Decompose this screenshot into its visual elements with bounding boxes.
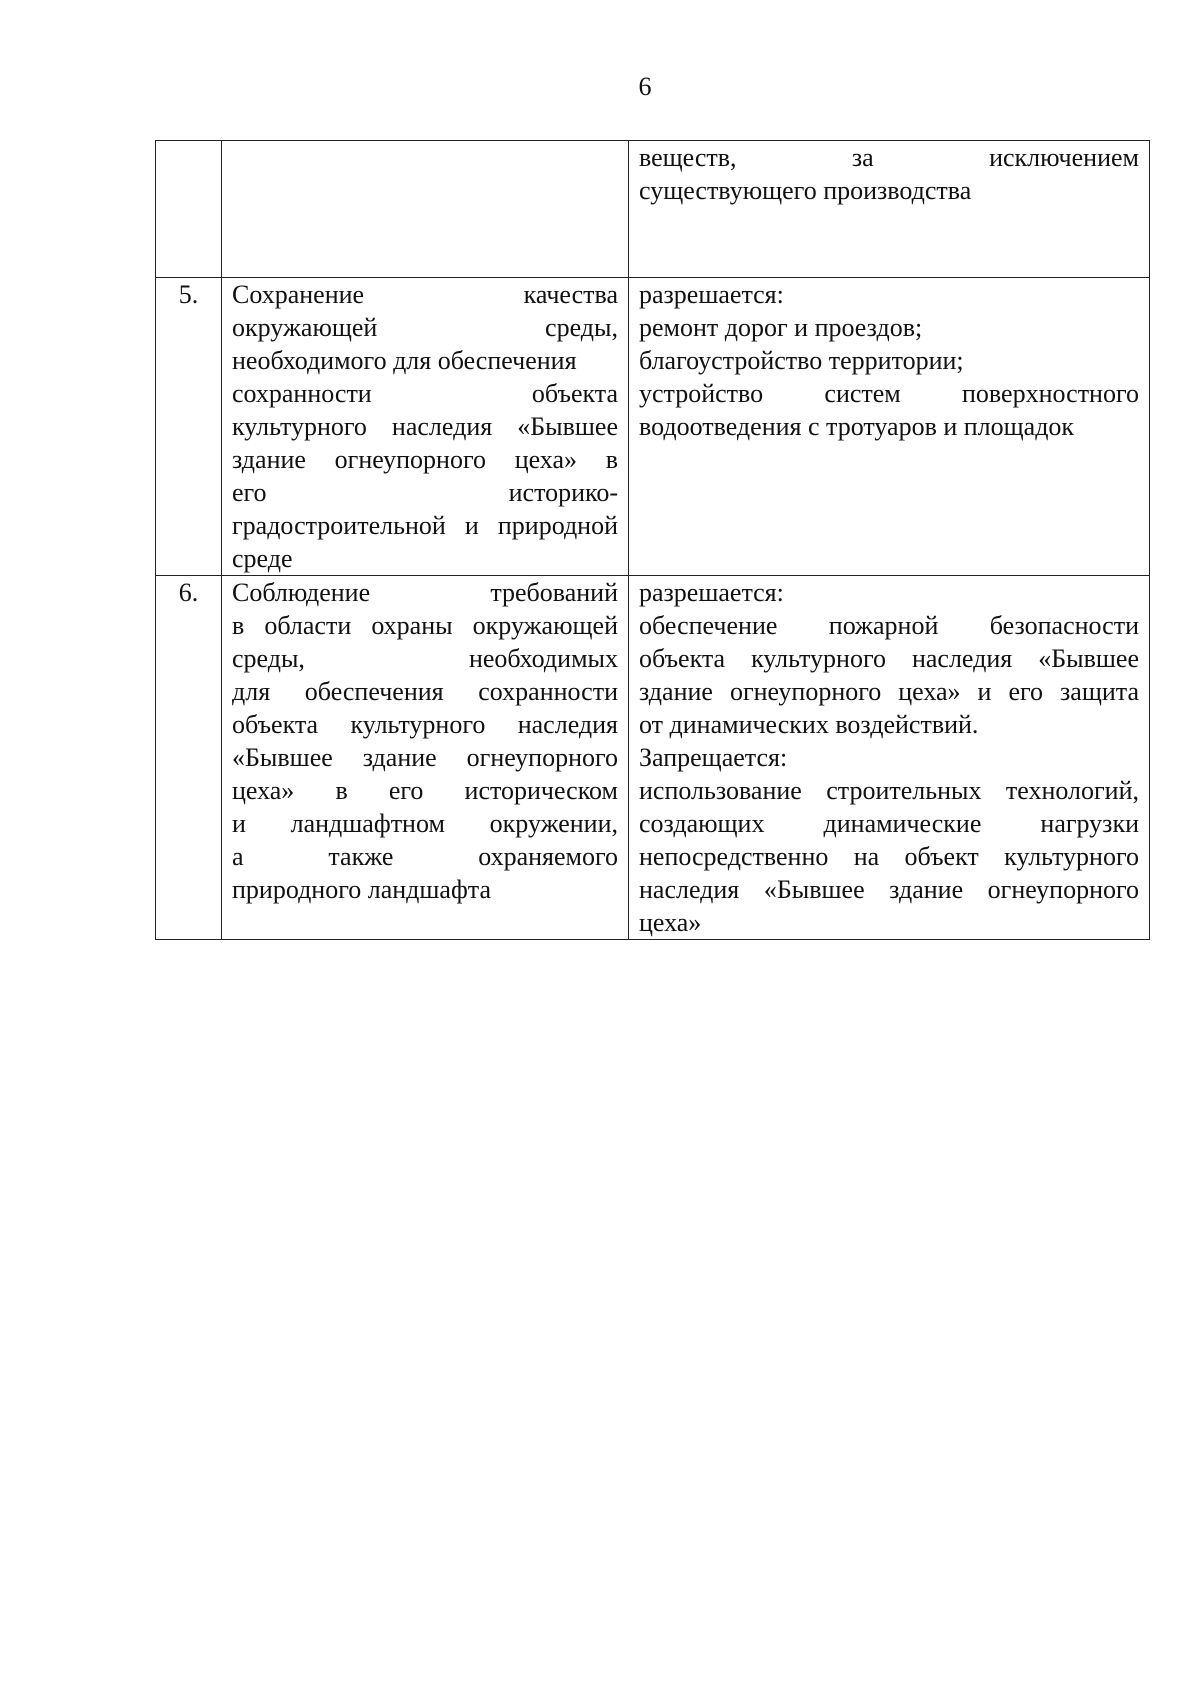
- regulation-line: использование строительных технологий,: [639, 776, 1139, 805]
- requirement-line: объекта культурного наследия: [232, 710, 618, 739]
- table-row-continuation: [156, 141, 1150, 278]
- requirement-line: среды, необходимых: [232, 644, 618, 673]
- table-row-6: [156, 576, 1150, 940]
- regulation-line: обеспечение пожарной безопасности: [639, 611, 1139, 640]
- requirement-line: среде: [232, 544, 293, 573]
- regulation-line: веществ, за исключением: [639, 143, 1139, 172]
- row-number-cell: 6.: [156, 576, 222, 940]
- row-number-cell: [156, 141, 222, 278]
- regulation-line: Запрещается:: [639, 743, 788, 772]
- regulation-line: здание огнеупорного цеха» и его защита: [639, 677, 1139, 706]
- regulation-line: ремонт дорог и проездов;: [639, 313, 923, 342]
- regulation-cell: [629, 576, 1150, 940]
- requirement-line: а также охраняемого: [232, 842, 618, 871]
- requirement-line: Соблюдение требований: [232, 578, 618, 607]
- regulation-line: объекта культурного наследия «Бывшее: [639, 644, 1139, 673]
- regulation-line: цеха»: [639, 908, 702, 937]
- requirement-line: в области охраны окружающей: [232, 611, 618, 640]
- regulation-line: непосредственно на объект культурного: [639, 842, 1139, 871]
- requirement-line: и ландшафтном окружении,: [232, 809, 618, 838]
- regulation-line: наследия «Бывшее здание огнеупорного: [639, 875, 1139, 904]
- regulation-line: разрешается:: [639, 280, 784, 309]
- requirement-line: градостроительной и природной: [232, 511, 618, 540]
- regulation-cell: [629, 141, 1150, 278]
- requirement-line: сохранности объекта: [232, 379, 618, 408]
- regulation-line: устройство систем поверхностного: [639, 379, 1139, 408]
- regulation-line: благоустройство территории;: [639, 346, 964, 375]
- requirement-line: окружающей среды,: [232, 313, 618, 342]
- regulation-cell: [629, 278, 1150, 576]
- requirement-line: Сохранение качества: [232, 280, 618, 309]
- regulation-line: водоотведения с тротуаров и площадок: [639, 412, 1075, 441]
- requirement-line: его историко-: [232, 478, 618, 507]
- table-row-5: [156, 278, 1150, 576]
- requirement-line: необходимого для обеспечения: [232, 346, 577, 375]
- page-number: 6: [638, 72, 652, 101]
- regulation-line: разрешается:: [639, 578, 784, 607]
- regulations-table: [155, 140, 1150, 940]
- requirement-line: здание огнеупорного цеха» в: [232, 445, 618, 474]
- requirement-cell: [222, 576, 629, 940]
- regulation-line: от динамических воздействий.: [639, 710, 979, 739]
- requirement-cell: [222, 141, 629, 278]
- row-number-cell: 5.: [156, 278, 222, 576]
- requirement-cell: [222, 278, 629, 576]
- requirement-line: для обеспечения сохранности: [232, 677, 618, 706]
- regulation-line: создающих динамические нагрузки: [639, 809, 1139, 838]
- requirement-line: цеха» в его историческом: [232, 776, 618, 805]
- requirement-line: культурного наследия «Бывшее: [232, 412, 618, 441]
- requirement-line: природного ландшафта: [232, 875, 492, 904]
- requirement-line: «Бывшее здание огнеупорного: [232, 743, 618, 772]
- regulation-line: существующего производства: [639, 176, 972, 205]
